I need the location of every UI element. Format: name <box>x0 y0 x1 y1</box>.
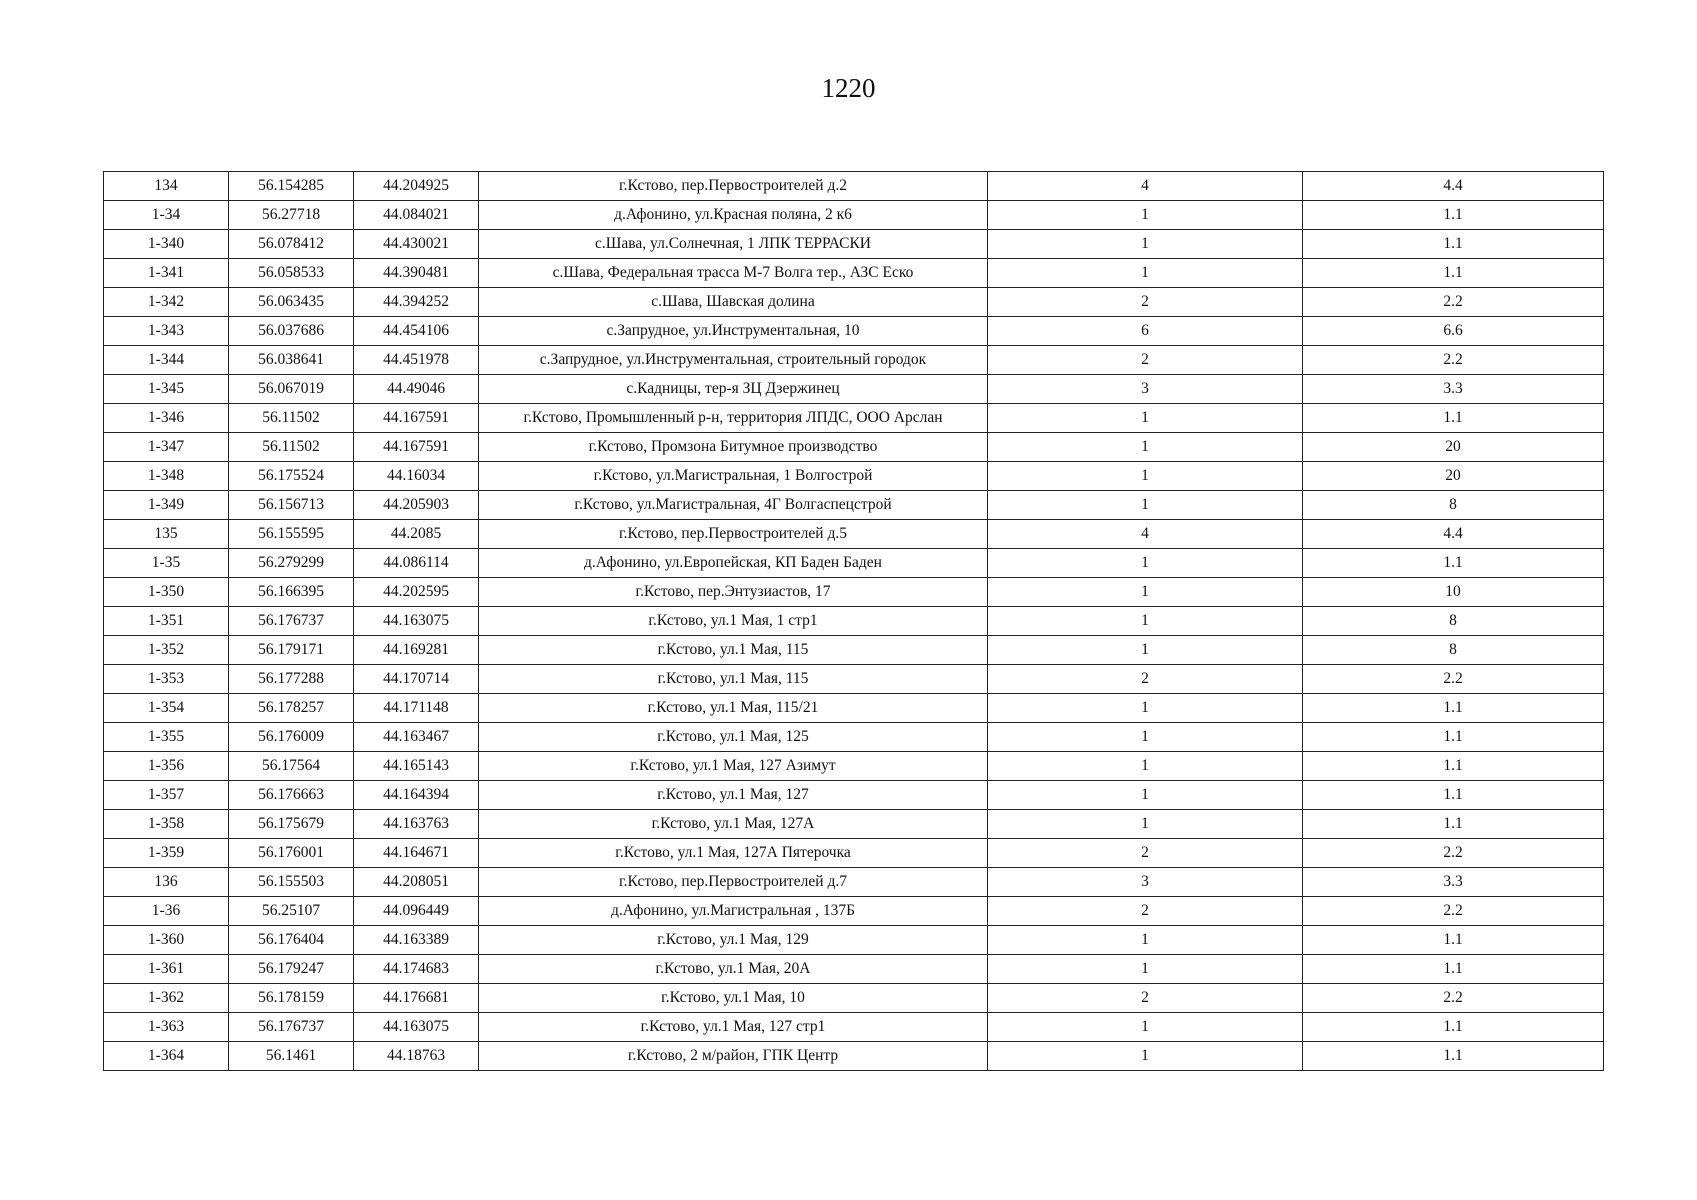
cell-longitude: 44.163763 <box>354 810 479 839</box>
cell-latitude: 56.178159 <box>229 984 354 1013</box>
cell-quantity: 1 <box>988 578 1303 607</box>
cell-longitude: 44.390481 <box>354 259 479 288</box>
cell-value: 2.2 <box>1303 665 1604 694</box>
cell-longitude: 44.163467 <box>354 723 479 752</box>
cell-longitude: 44.49046 <box>354 375 479 404</box>
cell-id: 1-363 <box>104 1013 229 1042</box>
cell-value: 1.1 <box>1303 752 1604 781</box>
table-row <box>104 549 1604 578</box>
cell-quantity: 1 <box>988 462 1303 491</box>
cell-longitude: 44.164671 <box>354 839 479 868</box>
cell-value: 1.1 <box>1303 404 1604 433</box>
cell-address: г.Кстово, ул.1 Мая, 127А <box>479 810 988 839</box>
cell-quantity: 2 <box>988 897 1303 926</box>
cell-address: г.Кстово, пер.Первостроителей д.2 <box>479 172 988 201</box>
cell-value: 1.1 <box>1303 259 1604 288</box>
cell-address: г.Кстово, ул.1 Мая, 10 <box>479 984 988 1013</box>
cell-longitude: 44.167591 <box>354 404 479 433</box>
cell-longitude: 44.163075 <box>354 1013 479 1042</box>
cell-latitude: 56.166395 <box>229 578 354 607</box>
cell-quantity: 3 <box>988 868 1303 897</box>
cell-quantity: 4 <box>988 172 1303 201</box>
cell-latitude: 56.178257 <box>229 694 354 723</box>
cell-id: 1-351 <box>104 607 229 636</box>
table-row <box>104 259 1604 288</box>
cell-id: 1-354 <box>104 694 229 723</box>
cell-value: 4.4 <box>1303 520 1604 549</box>
cell-address: д.Афонино, ул.Красная поляна, 2 к6 <box>479 201 988 230</box>
cell-quantity: 1 <box>988 404 1303 433</box>
cell-id: 1-349 <box>104 491 229 520</box>
cell-id: 1-348 <box>104 462 229 491</box>
cell-id: 1-357 <box>104 781 229 810</box>
cell-value: 2.2 <box>1303 897 1604 926</box>
cell-quantity: 1 <box>988 549 1303 578</box>
cell-id: 134 <box>104 172 229 201</box>
cell-id: 1-353 <box>104 665 229 694</box>
table-row <box>104 404 1604 433</box>
table-row <box>104 955 1604 984</box>
cell-latitude: 56.176404 <box>229 926 354 955</box>
cell-quantity: 6 <box>988 317 1303 346</box>
cell-address: с.Запрудное, ул.Инструментальная, 10 <box>479 317 988 346</box>
cell-id: 1-359 <box>104 839 229 868</box>
cell-longitude: 44.174683 <box>354 955 479 984</box>
cell-value: 8 <box>1303 607 1604 636</box>
cell-latitude: 56.176663 <box>229 781 354 810</box>
cell-value: 3.3 <box>1303 375 1604 404</box>
cell-quantity: 1 <box>988 694 1303 723</box>
cell-address: г.Кстово, пер.Первостроителей д.7 <box>479 868 988 897</box>
cell-value: 1.1 <box>1303 694 1604 723</box>
cell-address: г.Кстово, пер.Первостроителей д.5 <box>479 520 988 549</box>
cell-longitude: 44.208051 <box>354 868 479 897</box>
cell-value: 10 <box>1303 578 1604 607</box>
cell-latitude: 56.17564 <box>229 752 354 781</box>
cell-id: 1-358 <box>104 810 229 839</box>
cell-longitude: 44.170714 <box>354 665 479 694</box>
cell-longitude: 44.164394 <box>354 781 479 810</box>
cell-address: с.Запрудное, ул.Инструментальная, строительный городок <box>479 346 988 375</box>
cell-address: с.Шава, Федеральная трасса М-7 Волга тер., АЗС Еско <box>479 259 988 288</box>
table-row <box>104 607 1604 636</box>
cell-id: 1-350 <box>104 578 229 607</box>
cell-longitude: 44.163075 <box>354 607 479 636</box>
cell-value: 20 <box>1303 433 1604 462</box>
cell-quantity: 1 <box>988 781 1303 810</box>
cell-value: 4.4 <box>1303 172 1604 201</box>
cell-latitude: 56.25107 <box>229 897 354 926</box>
table-row <box>104 433 1604 462</box>
cell-quantity: 1 <box>988 955 1303 984</box>
cell-longitude: 44.18763 <box>354 1042 479 1071</box>
cell-value: 2.2 <box>1303 288 1604 317</box>
cell-value: 1.1 <box>1303 926 1604 955</box>
cell-value: 8 <box>1303 636 1604 665</box>
cell-longitude: 44.176681 <box>354 984 479 1013</box>
cell-value: 1.1 <box>1303 201 1604 230</box>
cell-address: г.Кстово, ул.1 Мая, 115 <box>479 665 988 694</box>
cell-id: 1-361 <box>104 955 229 984</box>
cell-address: г.Кстово, ул.1 Мая, 115 <box>479 636 988 665</box>
table-row <box>104 723 1604 752</box>
cell-value: 1.1 <box>1303 1013 1604 1042</box>
cell-quantity: 1 <box>988 1013 1303 1042</box>
cell-id: 1-364 <box>104 1042 229 1071</box>
cell-longitude: 44.430021 <box>354 230 479 259</box>
cell-longitude: 44.205903 <box>354 491 479 520</box>
table-row <box>104 317 1604 346</box>
cell-address: г.Кстово, ул.1 Мая, 129 <box>479 926 988 955</box>
table-row <box>104 172 1604 201</box>
table-row <box>104 462 1604 491</box>
cell-address: г.Кстово, ул.1 Мая, 125 <box>479 723 988 752</box>
cell-address: г.Кстово, ул.Магистральная, 4Г Волгаспецстрой <box>479 491 988 520</box>
table-row <box>104 346 1604 375</box>
cell-id: 1-341 <box>104 259 229 288</box>
cell-value: 3.3 <box>1303 868 1604 897</box>
cell-address: д.Афонино, ул.Европейская, КП Баден Баден <box>479 549 988 578</box>
cell-address: г.Кстово, ул.1 Мая, 1 стр1 <box>479 607 988 636</box>
table-row <box>104 288 1604 317</box>
cell-latitude: 56.176009 <box>229 723 354 752</box>
cell-latitude: 56.063435 <box>229 288 354 317</box>
cell-latitude: 56.176001 <box>229 839 354 868</box>
cell-value: 20 <box>1303 462 1604 491</box>
cell-quantity: 1 <box>988 259 1303 288</box>
cell-id: 1-356 <box>104 752 229 781</box>
table-row <box>104 491 1604 520</box>
cell-latitude: 56.175679 <box>229 810 354 839</box>
cell-address: г.Кстово, ул.1 Мая, 127 <box>479 781 988 810</box>
table-row <box>104 781 1604 810</box>
cell-latitude: 56.179171 <box>229 636 354 665</box>
table-row <box>104 868 1604 897</box>
table-row <box>104 1042 1604 1071</box>
cell-longitude: 44.163389 <box>354 926 479 955</box>
cell-quantity: 3 <box>988 375 1303 404</box>
cell-id: 1-355 <box>104 723 229 752</box>
cell-address: г.Кстово, ул.Магистральная, 1 Волгострой <box>479 462 988 491</box>
cell-longitude: 44.2085 <box>354 520 479 549</box>
cell-longitude: 44.454106 <box>354 317 479 346</box>
cell-longitude: 44.084021 <box>354 201 479 230</box>
cell-address: г.Кстово, ул.1 Мая, 127 стр1 <box>479 1013 988 1042</box>
cell-id: 135 <box>104 520 229 549</box>
cell-latitude: 56.27718 <box>229 201 354 230</box>
data-table-container <box>103 171 1603 1071</box>
cell-id: 1-340 <box>104 230 229 259</box>
cell-value: 2.2 <box>1303 984 1604 1013</box>
cell-latitude: 56.078412 <box>229 230 354 259</box>
cell-latitude: 56.156713 <box>229 491 354 520</box>
cell-quantity: 2 <box>988 346 1303 375</box>
page-number: 1220 <box>821 73 876 103</box>
cell-quantity: 1 <box>988 607 1303 636</box>
cell-address: г.Кстово, пер.Энтузиастов, 17 <box>479 578 988 607</box>
cell-quantity: 1 <box>988 926 1303 955</box>
cell-quantity: 1 <box>988 230 1303 259</box>
cell-longitude: 44.167591 <box>354 433 479 462</box>
data-table <box>103 171 1604 1071</box>
cell-address: г.Кстово, Промзона Битумное производство <box>479 433 988 462</box>
cell-address: с.Шава, ул.Солнечная, 1 ЛПК ТЕРРАСКИ <box>479 230 988 259</box>
cell-id: 1-360 <box>104 926 229 955</box>
cell-quantity: 4 <box>988 520 1303 549</box>
cell-latitude: 56.177288 <box>229 665 354 694</box>
cell-latitude: 56.179247 <box>229 955 354 984</box>
cell-value: 8 <box>1303 491 1604 520</box>
cell-address: г.Кстово, ул.1 Мая, 127А Пятерочка <box>479 839 988 868</box>
cell-value: 2.2 <box>1303 346 1604 375</box>
cell-address: с.Кадницы, тер-я ЗЦ Дзержинец <box>479 375 988 404</box>
cell-address: г.Кстово, ул.1 Мая, 115/21 <box>479 694 988 723</box>
cell-id: 1-362 <box>104 984 229 1013</box>
table-row <box>104 839 1604 868</box>
cell-value: 1.1 <box>1303 781 1604 810</box>
cell-latitude: 56.155503 <box>229 868 354 897</box>
cell-latitude: 56.176737 <box>229 607 354 636</box>
cell-latitude: 56.067019 <box>229 375 354 404</box>
table-row <box>104 665 1604 694</box>
cell-quantity: 2 <box>988 839 1303 868</box>
cell-longitude: 44.171148 <box>354 694 479 723</box>
cell-value: 1.1 <box>1303 723 1604 752</box>
cell-longitude: 44.169281 <box>354 636 479 665</box>
cell-address: г.Кстово, ул.1 Мая, 127 Азимут <box>479 752 988 781</box>
cell-id: 1-36 <box>104 897 229 926</box>
cell-longitude: 44.096449 <box>354 897 479 926</box>
table-row <box>104 520 1604 549</box>
cell-address: с.Шава, Шавская долина <box>479 288 988 317</box>
table-row <box>104 578 1604 607</box>
table-row <box>104 201 1604 230</box>
cell-address: г.Кстово, 2 м/район, ГПК Центр <box>479 1042 988 1071</box>
cell-latitude: 56.11502 <box>229 404 354 433</box>
cell-value: 1.1 <box>1303 230 1604 259</box>
cell-quantity: 1 <box>988 752 1303 781</box>
cell-longitude: 44.451978 <box>354 346 479 375</box>
table-row <box>104 926 1604 955</box>
cell-longitude: 44.202595 <box>354 578 479 607</box>
cell-longitude: 44.204925 <box>354 172 479 201</box>
cell-latitude: 56.038641 <box>229 346 354 375</box>
cell-latitude: 56.155595 <box>229 520 354 549</box>
table-row <box>104 984 1604 1013</box>
cell-id: 1-352 <box>104 636 229 665</box>
cell-id: 1-343 <box>104 317 229 346</box>
cell-address: г.Кстово, Промышленный р-н, территория ЛПДС, ООО Арслан <box>479 404 988 433</box>
cell-value: 1.1 <box>1303 549 1604 578</box>
cell-id: 1-345 <box>104 375 229 404</box>
cell-quantity: 1 <box>988 810 1303 839</box>
cell-longitude: 44.165143 <box>354 752 479 781</box>
cell-latitude: 56.154285 <box>229 172 354 201</box>
cell-latitude: 56.037686 <box>229 317 354 346</box>
cell-value: 2.2 <box>1303 839 1604 868</box>
cell-latitude: 56.1461 <box>229 1042 354 1071</box>
cell-latitude: 56.11502 <box>229 433 354 462</box>
cell-quantity: 2 <box>988 288 1303 317</box>
cell-quantity: 2 <box>988 665 1303 694</box>
cell-id: 136 <box>104 868 229 897</box>
table-row <box>104 752 1604 781</box>
table-row <box>104 375 1604 404</box>
cell-address: г.Кстово, ул.1 Мая, 20А <box>479 955 988 984</box>
cell-id: 1-347 <box>104 433 229 462</box>
table-row <box>104 897 1604 926</box>
table-row <box>104 636 1604 665</box>
table-row <box>104 810 1604 839</box>
cell-quantity: 1 <box>988 723 1303 752</box>
cell-quantity: 1 <box>988 636 1303 665</box>
table-row <box>104 230 1604 259</box>
cell-quantity: 1 <box>988 1042 1303 1071</box>
cell-id: 1-34 <box>104 201 229 230</box>
cell-longitude: 44.16034 <box>354 462 479 491</box>
table-body <box>104 172 1604 1071</box>
cell-latitude: 56.058533 <box>229 259 354 288</box>
cell-quantity: 1 <box>988 491 1303 520</box>
cell-id: 1-346 <box>104 404 229 433</box>
cell-quantity: 1 <box>988 201 1303 230</box>
cell-latitude: 56.176737 <box>229 1013 354 1042</box>
cell-value: 1.1 <box>1303 955 1604 984</box>
cell-id: 1-344 <box>104 346 229 375</box>
cell-longitude: 44.086114 <box>354 549 479 578</box>
cell-id: 1-342 <box>104 288 229 317</box>
cell-value: 1.1 <box>1303 1042 1604 1071</box>
cell-longitude: 44.394252 <box>354 288 479 317</box>
cell-value: 1.1 <box>1303 810 1604 839</box>
table-row <box>104 694 1604 723</box>
cell-address: д.Афонино, ул.Магистральная , 137Б <box>479 897 988 926</box>
table-row <box>104 1013 1604 1042</box>
cell-id: 1-35 <box>104 549 229 578</box>
cell-quantity: 2 <box>988 984 1303 1013</box>
cell-quantity: 1 <box>988 433 1303 462</box>
cell-latitude: 56.279299 <box>229 549 354 578</box>
cell-value: 6.6 <box>1303 317 1604 346</box>
cell-latitude: 56.175524 <box>229 462 354 491</box>
